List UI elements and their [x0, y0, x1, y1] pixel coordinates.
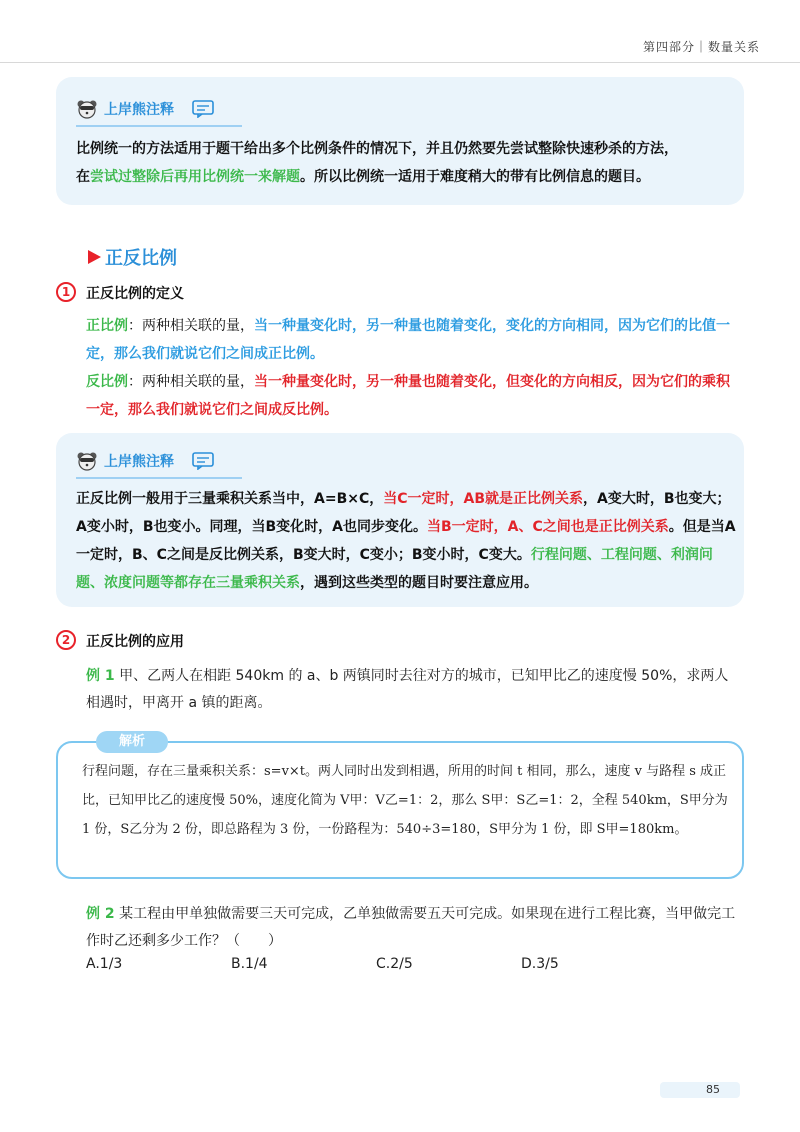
- note-header: [76, 99, 214, 119]
- comment-icon: [192, 452, 214, 470]
- note-body: [76, 135, 736, 191]
- item-title-1: 正反比例的定义: [86, 286, 184, 302]
- note-body: [76, 485, 736, 597]
- note-highlight: 尝试过整除后再用比例统一来解题: [90, 169, 300, 185]
- option-d: D.3/5: [521, 956, 559, 972]
- comment-icon: [192, 100, 214, 118]
- item-number-2: 2: [56, 630, 76, 650]
- note-highlight: 行程问题、工程问题、利润问题、浓度问题等都存在三量乘积关系: [76, 547, 713, 591]
- note-highlight: 当B一定时，A、C之间也是正比例关系: [427, 519, 669, 535]
- header-divider: [0, 62, 800, 63]
- option-b: B.1/4: [231, 956, 268, 972]
- term-highlight: 当一种量变化时，另一种量也随着变化，但变化的方向相反，因为它们的乘积一定，那么我们就说它们之间成反比例。: [86, 374, 730, 418]
- example-text: 甲、乙两人在相距 540km 的 a、b 两镇同时去往对方的城市，已知甲比乙的速度慢 50%，求两人相遇时，甲离开 a 镇的距离。: [86, 668, 729, 711]
- term-highlight: 当一种量变化时，另一种量也随着变化，变化的方向相同，因为它们的比值一定，那么我们就说它们之间成正比例。: [86, 318, 730, 362]
- note-title: 上岸熊注释: [104, 454, 174, 470]
- term-text: ：两种相关联的量，: [128, 318, 254, 334]
- term-label: 正比例: [86, 318, 128, 334]
- definition-body: [86, 312, 734, 424]
- note-text: 。所以比例统一适用于难度稍大的带有比例信息的题目。: [300, 169, 650, 185]
- analysis-tag: 解析: [96, 731, 168, 753]
- section-title: [88, 244, 177, 270]
- note-underline: [76, 125, 242, 127]
- analysis-text: 行程问题，存在三量乘积关系：s=v×t。两人同时出发到相遇，所用的时间 t 相同，那么，速度 v 与路程 s 成正比，已知甲比乙的速度慢 50%，速度化简为 V甲：V乙=1：2，那么 S甲：S乙=1：2，全程 540km，S甲分为 1 份，S乙分为 2 份，即总路程为 3 份，一份路程为：540÷3=180，S甲分为 1 份，即 S甲=180km。: [82, 764, 728, 837]
- analysis-box: [56, 734, 744, 879]
- note-text: 比例统一的方法适用于题干给出多个比例条件的情况下，并且仍然要先尝试整除快速秒杀的方法，: [76, 141, 678, 157]
- term-text: ：两种相关联的量，: [128, 374, 254, 390]
- section-title-text: 正反比例: [105, 248, 177, 269]
- header-section: 第四部分｜数量关系: [642, 40, 760, 54]
- option-c: C.2/5: [376, 956, 413, 972]
- example-text: 某工程由甲单独做需要三天可完成，乙单独做需要五天可完成。如果现在进行工程比赛，当甲做完工作时乙还剩多少工作？（ ）: [86, 906, 736, 949]
- option-a: A.1/3: [86, 956, 123, 972]
- note-highlight: 当C一定时，AB就是正比例关系: [383, 491, 584, 507]
- bear-icon: [76, 451, 98, 471]
- note-text: 。但是当A一定时，B、C之间是反比例关系，B变大时，C变小；B变小时，C变大。: [76, 519, 736, 563]
- example-2: [86, 901, 736, 955]
- note-text: ，遇到这些类型的题目时要注意应用。: [300, 575, 538, 591]
- triangle-icon: [88, 250, 101, 264]
- item-title-2: 正反比例的应用: [86, 634, 184, 650]
- example-label: 例 1: [86, 668, 115, 684]
- note-text: 正反比例一般用于三量乘积关系当中，A=B×C，: [76, 491, 384, 507]
- example-1: [86, 663, 736, 717]
- bear-icon: [76, 99, 98, 119]
- note-box-1: [56, 77, 744, 205]
- page-number: 85: [706, 1083, 720, 1096]
- term-label: 反比例: [86, 374, 128, 390]
- note-header: [76, 451, 214, 471]
- note-title: 上岸熊注释: [104, 102, 174, 118]
- note-underline: [76, 477, 242, 479]
- example-label: 例 2: [86, 906, 115, 922]
- note-box-2: [56, 433, 744, 607]
- note-text: 在: [76, 169, 90, 185]
- note-text: ，A变大时，B也变大；A变小时，B也变小。同理，当B变化时，A也同步变化。: [76, 491, 731, 535]
- item-number-1: 1: [56, 282, 76, 302]
